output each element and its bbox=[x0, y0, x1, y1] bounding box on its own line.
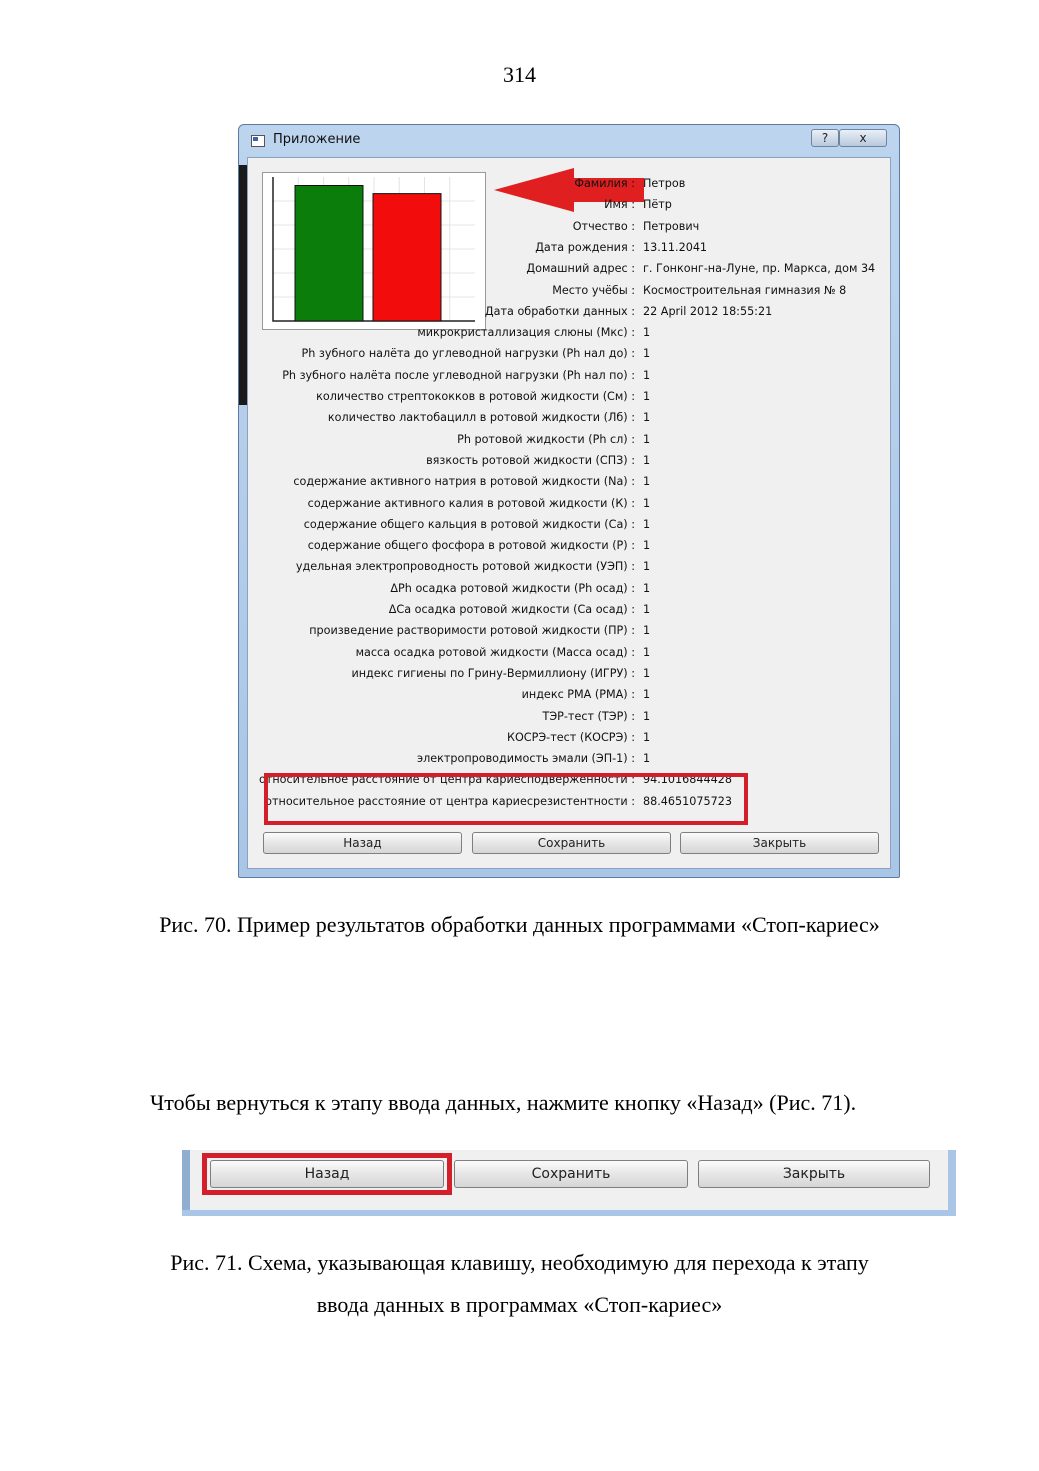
result-value: 1 bbox=[643, 411, 651, 425]
result-row bbox=[248, 600, 888, 620]
result-value: 1 bbox=[643, 688, 651, 702]
result-value: 88.4651075723 bbox=[643, 794, 732, 808]
back-button[interactable]: Назад bbox=[263, 832, 462, 854]
figure-71-caption-line2: ввода данных в программах «Стоп-кариес» bbox=[316, 1292, 723, 1317]
result-label: содержание активного калия в ротовой жидкости (К) : bbox=[307, 496, 635, 510]
result-label: индекс гигиены по Грину-Вермиллиону (ИГРУ) : bbox=[351, 666, 635, 680]
result-label: Имя : bbox=[604, 198, 635, 212]
result-row bbox=[248, 217, 888, 237]
result-label: Место учёбы : bbox=[552, 283, 635, 297]
result-value: 1 bbox=[643, 752, 651, 766]
save-button-fig71[interactable]: Сохранить bbox=[454, 1160, 688, 1188]
result-value: 1 bbox=[643, 475, 651, 489]
result-label: Фамилия : bbox=[574, 177, 635, 190]
result-row bbox=[248, 174, 888, 194]
result-row bbox=[248, 643, 888, 663]
figure-70-caption: Рис. 70. Пример результатов обработки данных программами «Стоп-кариес» bbox=[159, 912, 880, 937]
result-row bbox=[248, 451, 888, 471]
result-label: Дата обработки данных : bbox=[484, 304, 635, 318]
window-title: Приложение bbox=[273, 132, 361, 147]
window-close-button[interactable]: x bbox=[839, 129, 887, 147]
result-value: 1 bbox=[643, 603, 651, 616]
result-label: количество лактобацилл в ротовой жидкости (Лб) : bbox=[327, 411, 635, 425]
result-value: 94.1016844428 bbox=[643, 773, 732, 787]
result-label: произведение растворимости ротовой жидкости (ПР) : bbox=[309, 624, 635, 638]
result-value: 1 bbox=[643, 645, 651, 659]
app-icon bbox=[251, 135, 265, 147]
result-row bbox=[248, 494, 888, 514]
result-label: относительное расстояние от центра кариесрезистентности : bbox=[265, 794, 635, 808]
result-value: Пётр bbox=[643, 198, 672, 212]
result-label: Дата рождения : bbox=[535, 240, 635, 254]
application-window bbox=[238, 124, 900, 878]
result-row bbox=[248, 728, 888, 748]
result-row bbox=[248, 259, 888, 279]
result-row bbox=[248, 302, 888, 322]
result-value: Петров bbox=[643, 177, 686, 190]
result-value: 1 bbox=[643, 560, 651, 574]
result-label: вязкость ротовой жидкости (СПЗ) : bbox=[426, 453, 635, 467]
result-row bbox=[248, 515, 888, 535]
result-row bbox=[248, 579, 888, 599]
result-row bbox=[248, 536, 888, 556]
page-number: 314 bbox=[503, 62, 536, 87]
result-label: индекс PMA (PMA) : bbox=[521, 688, 635, 702]
result-value: 13.11.2041 bbox=[643, 240, 708, 254]
result-value: 1 bbox=[643, 368, 651, 382]
result-value: 1 bbox=[643, 624, 651, 638]
result-row bbox=[248, 195, 888, 215]
result-row bbox=[248, 472, 888, 492]
close-button-fig71[interactable]: Закрыть bbox=[698, 1160, 930, 1188]
result-label: относительное расстояние от центра кариесподверженности : bbox=[258, 773, 635, 787]
result-label: содержание общего фосфора в ротовой жидкости (Р) : bbox=[307, 539, 635, 553]
result-label: содержание общего кальция в ротовой жидкости (Са) : bbox=[303, 517, 635, 531]
save-button[interactable]: Сохранить bbox=[472, 832, 671, 854]
result-label: КОСРЭ-тест (КОСРЭ) : bbox=[507, 730, 635, 744]
result-value: 1 bbox=[643, 390, 651, 403]
result-value: 22 April 2012 18:55:21 bbox=[643, 304, 773, 318]
result-value: г. Гонконг-на-Луне, пр. Маркса, дом 34 bbox=[643, 262, 876, 276]
result-row bbox=[248, 323, 888, 343]
result-row bbox=[248, 707, 888, 727]
close-button[interactable]: Закрыть bbox=[680, 832, 879, 854]
highlight-box-back bbox=[202, 1153, 452, 1195]
figure-71-caption-line1: Рис. 71. Схема, указывающая клавишу, необходимую для перехода к этапу bbox=[170, 1250, 869, 1275]
result-row bbox=[248, 749, 888, 769]
result-value: Петрович bbox=[643, 219, 700, 233]
result-label: удельная электропроводность ротовой жидкости (УЭП) : bbox=[295, 560, 635, 574]
result-value: 1 bbox=[643, 539, 651, 553]
result-value: 1 bbox=[643, 347, 651, 361]
help-button[interactable]: ? bbox=[811, 129, 839, 147]
result-row bbox=[248, 557, 888, 577]
result-label: ТЭР-тест (ТЭР) : bbox=[542, 709, 635, 723]
result-value: 1 bbox=[643, 517, 651, 531]
result-value: 1 bbox=[643, 581, 651, 595]
result-row bbox=[248, 430, 888, 450]
result-row bbox=[248, 387, 888, 407]
result-label: ΔPh осадка ротовой жидкости (Ph осад) : bbox=[390, 581, 635, 595]
result-label: Ph зубного налёта до углеводной нагрузки (Ph нал до) : bbox=[301, 347, 635, 361]
result-row bbox=[248, 621, 888, 641]
result-value: 1 bbox=[643, 453, 651, 467]
result-label: масса осадка ротовой жидкости (Масса осад) : bbox=[355, 645, 635, 659]
title-bar bbox=[239, 125, 899, 157]
result-row bbox=[248, 366, 888, 386]
result-label: Ph ротовой жидкости (Ph сл) : bbox=[457, 432, 635, 446]
result-row bbox=[248, 685, 888, 705]
result-label: Ph зубного налёта после углеводной нагрузки (Ph нал по) : bbox=[282, 368, 635, 382]
results-panel bbox=[247, 157, 891, 869]
result-label: количество стрептококков в ротовой жидкости (См) : bbox=[316, 390, 635, 403]
button-strip bbox=[182, 1150, 956, 1216]
result-value: 1 bbox=[643, 709, 651, 723]
result-value: 1 bbox=[643, 496, 651, 510]
result-label: Домашний адрес : bbox=[526, 262, 635, 276]
result-label: ΔCa осадка ротовой жидкости (Са осад) : bbox=[388, 603, 635, 616]
result-row bbox=[248, 408, 888, 428]
result-value: 1 bbox=[643, 326, 651, 340]
highlight-box bbox=[264, 773, 748, 825]
result-row bbox=[248, 344, 888, 364]
result-label: микрокристаллизация слюны (Мкс) : bbox=[417, 326, 635, 340]
result-row bbox=[248, 281, 888, 301]
back-button-fig71[interactable]: Назад bbox=[210, 1160, 444, 1188]
result-value: 1 bbox=[643, 666, 651, 680]
result-value: Космостроительная гимназия № 8 bbox=[643, 283, 847, 297]
result-label: электропроводимость эмали (ЭП-1) : bbox=[416, 752, 635, 766]
result-row bbox=[248, 664, 888, 684]
result-label: Отчество : bbox=[572, 219, 635, 233]
result-label: содержание активного натрия в ротовой жидкости (Na) : bbox=[293, 475, 635, 489]
instruction-paragraph: Чтобы вернуться к этапу ввода данных, нажмите кнопку «Назад» (Рис. 71). bbox=[150, 1090, 857, 1115]
result-value: 1 bbox=[643, 432, 651, 446]
result-row bbox=[248, 238, 888, 258]
result-value: 1 bbox=[643, 730, 651, 744]
